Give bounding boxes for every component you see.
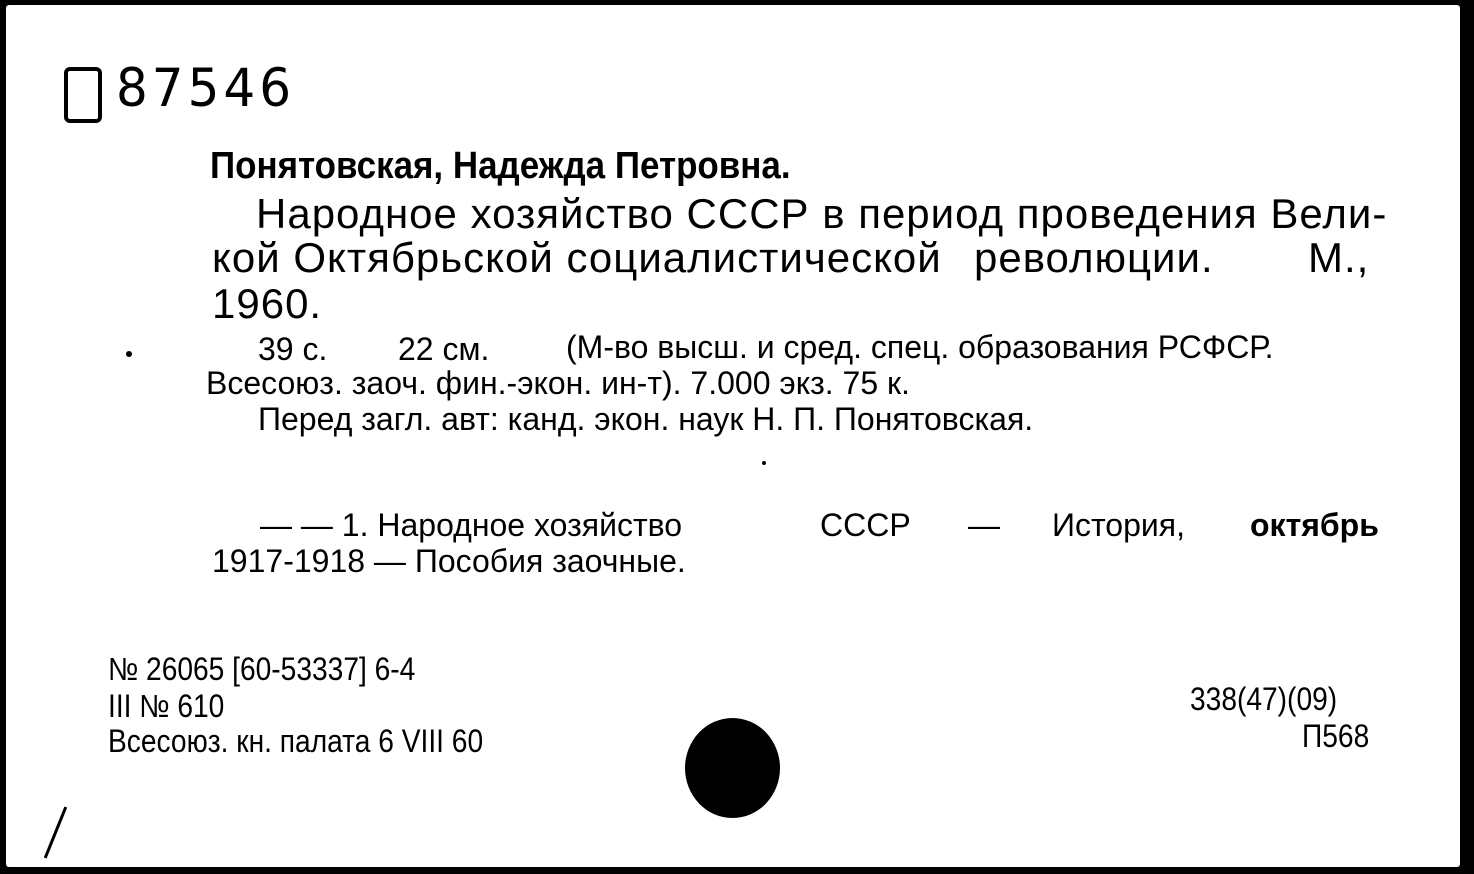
series-line-1: (М-во высш. и сред. спец. образования РСФСР. xyxy=(566,329,1274,365)
dot xyxy=(762,461,766,465)
subject-part-5: октябрь xyxy=(1250,507,1379,543)
imprint-place: М., xyxy=(1308,234,1370,281)
subject-part-1: — — 1. Народное хозяйство xyxy=(260,507,683,543)
stamp-mark xyxy=(64,67,102,123)
pen-mark xyxy=(44,806,67,858)
subject-part-2: СССР xyxy=(820,507,911,543)
title-line-2b: революции. xyxy=(974,234,1214,281)
imprint-year: 1960. xyxy=(212,280,323,327)
subject-part-3: — xyxy=(968,507,1000,543)
subject-line-2: 1917-1918 — Пособия заочные. xyxy=(212,543,686,579)
dot xyxy=(126,351,132,357)
pages: 39 с. xyxy=(258,331,328,367)
series-line-2: Всесоюз. заоч. фин.-экон. ин-т). 7.000 экз. 75 к. xyxy=(206,365,910,401)
author-heading: Понятовская, Надежда Петровна. xyxy=(210,145,791,187)
size: 22 см. xyxy=(398,331,490,367)
classification-code: 338(47)(09) xyxy=(1190,681,1338,717)
note: Перед загл. авт: канд. экон. наук Н. П. Понятовская. xyxy=(258,401,1034,437)
catalog-card xyxy=(6,5,1460,867)
subject-part-4: История, xyxy=(1052,507,1185,543)
chamber-date: Всесоюз. кн. палата 6 VIII 60 xyxy=(108,723,484,759)
catalog-number: 87546 xyxy=(116,57,296,119)
registration-number: № 26065 [60-53337] 6-4 xyxy=(108,651,416,687)
title-line-2: кой Октябрьской социалистической xyxy=(212,234,942,281)
title-line-1: Народное хозяйство СССР в период проведения Вели- xyxy=(256,190,1388,237)
cutter-number: П568 xyxy=(1302,718,1370,754)
punch-hole xyxy=(685,718,780,818)
print-number: III № 610 xyxy=(108,688,225,724)
